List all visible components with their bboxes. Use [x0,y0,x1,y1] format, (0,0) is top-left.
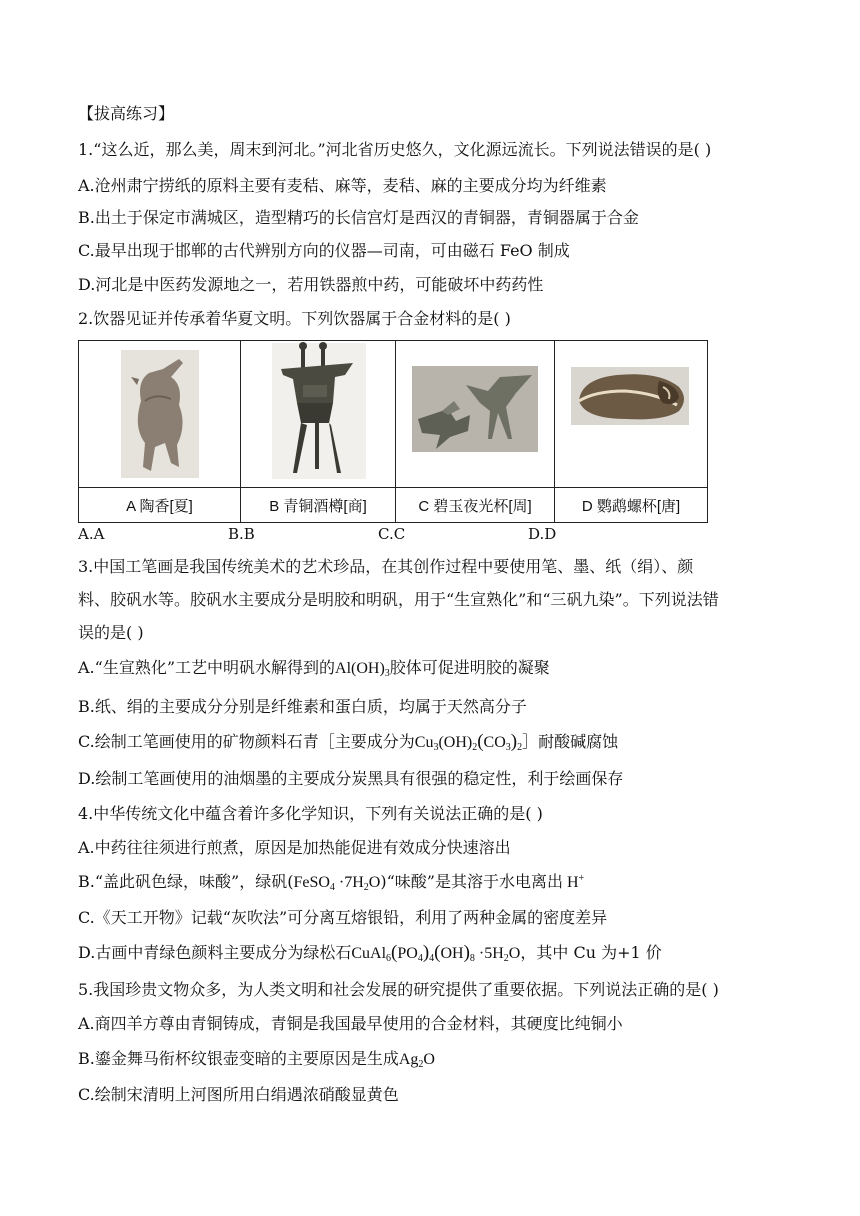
q4-option-d: D.古画中青绿色颜料主要成分为绿松石$CuAl_6(PO_4)_4(OH)_8 \cdot 5H_2O$，其中 Cu 为+1 价 [78,942,662,964]
q2-option-d: D.D [528,525,557,543]
q1-option-c: C.最早出现于邯郸的古代辨别方向的仪器—司南，可由磁石 FeO 制成 [78,241,570,260]
formula-aloh3: $Al(OH)_3$ [335,660,390,679]
q3-stem-line-3: 误的是( ) [78,623,144,642]
table-cell-d [555,341,707,522]
jade-cup-image [396,341,553,489]
q2-stem: 2.饮器见证并传承着华夏文明。下列饮器属于合金材料的是( ) [78,309,511,328]
caption-c: C 碧玉夜光杯[周] [418,497,532,515]
bronze-jue-image [241,341,394,489]
formula-azurite: $Cu_3(OH)_2(CO_3)_2$ [414,731,523,753]
q4-option-c: C.《天工开物》记载“灰吹法”可分离互熔银铅，利用了两种金属的密度差异 [78,908,608,927]
table-cell-c [396,341,555,522]
formula-green-vitriol: FeSO$_4$ $\cdot 7H_2O$ [293,874,381,893]
q2-option-b: B.B [228,525,255,543]
q2-option-a: A.A [78,525,105,543]
q5-option-a: A.商四羊方尊由青铜铸成，青铜是我国最早使用的合金材料，其硬度比纯铜小 [78,1014,623,1033]
q3-option-d: D.绘制工笔画使用的油烟墨的主要成分炭黑具有很强的稳定性，利于绘画保存 [78,769,624,788]
section-title: 【拔高练习】 [78,104,175,123]
table-cell-b [241,341,396,522]
q3-option-b: B.纸、绢的主要成分分别是纤维素和蛋白质，均属于天然高分子 [78,697,527,716]
q1-stem: 1.“这么近，那么美，周末到河北。”河北省历史悠久，文化源远流长。下列说法错误的是( ) [78,140,712,159]
q1-option-a: A.沧州肃宁捞纸的原料主要有麦秸、麻等，麦秸、麻的主要成分均为纤维素 [78,176,607,195]
nautilus-cup-image [555,341,707,489]
formula-turquoise: $CuAl_6(PO_4)_4(OH)_8 \cdot 5H_2O$ [351,942,521,964]
formula-h-plus: H+ [562,873,585,891]
pottery-vessel-image [79,341,239,489]
q4-stem: 4.中华传统文化中蕴含着许多化学知识，下列有关说法正确的是( ) [78,804,543,823]
q4-option-b: B.“盖此矾色绿，味酸”，绿矾(FeSO$_4$ $\cdot 7H_2O)“$味酸”是其溶于水电离出 H+ [78,872,585,893]
q4-option-a: A.中药往往须进行煎煮，原因是加热能促进有效成分快速溶出 [78,838,511,857]
table-cell-a [79,341,241,522]
q5-option-b: B.鎏金舞马衔杯纹银壶变暗的主要原因是生成$Ag_2O$ [78,1049,435,1070]
caption-b: B 青铜酒樽[商] [269,497,367,515]
q2-image-table [78,340,708,523]
q5-stem: 5.我国珍贵文物众多，为人类文明和社会发展的研究提供了重要依据。下列说法正确的是( ) [78,980,719,999]
q1-option-d: D.河北是中医药发源地之一，若用铁器煎中药，可能破坏中药药性 [78,275,544,294]
q2-option-c: C.C [378,525,406,543]
caption-a: A 陶香[夏] [126,497,193,515]
caption-d: D 鹦鹉螺杯[唐] [581,497,681,515]
q1-option-b: B.出土于保定市满城区，造型精巧的长信宫灯是西汉的青铜器，青铜器属于合金 [78,208,639,227]
formula-ag2o: $Ag_2O$ [398,1051,435,1070]
q3-stem-line-2: 料、胶矾水等。胶矾水主要成分是明胶和明矾，用于“生宣熟化”和“三矾九染”。下列说法错 [78,590,719,609]
q3-option-c: C.绘制工笔画使用的矿物颜料石青［主要成分为$Cu_3(OH)_2(CO_3)_2]$耐酸碱腐蚀 [78,731,619,753]
q3-stem-line-1: 3.中国工笔画是我国传统美术的艺术珍品，在其创作过程中要使用笔、墨、纸（绢）、颜 [78,557,694,576]
q3-option-a: A.“生宣熟化”工艺中明矾水解得到的$Al(OH)_3$胶体可促进明胶的凝聚 [78,658,550,679]
q5-option-c: C.绘制宋清明上河图所用白绢遇浓硝酸显黄色 [78,1085,399,1104]
